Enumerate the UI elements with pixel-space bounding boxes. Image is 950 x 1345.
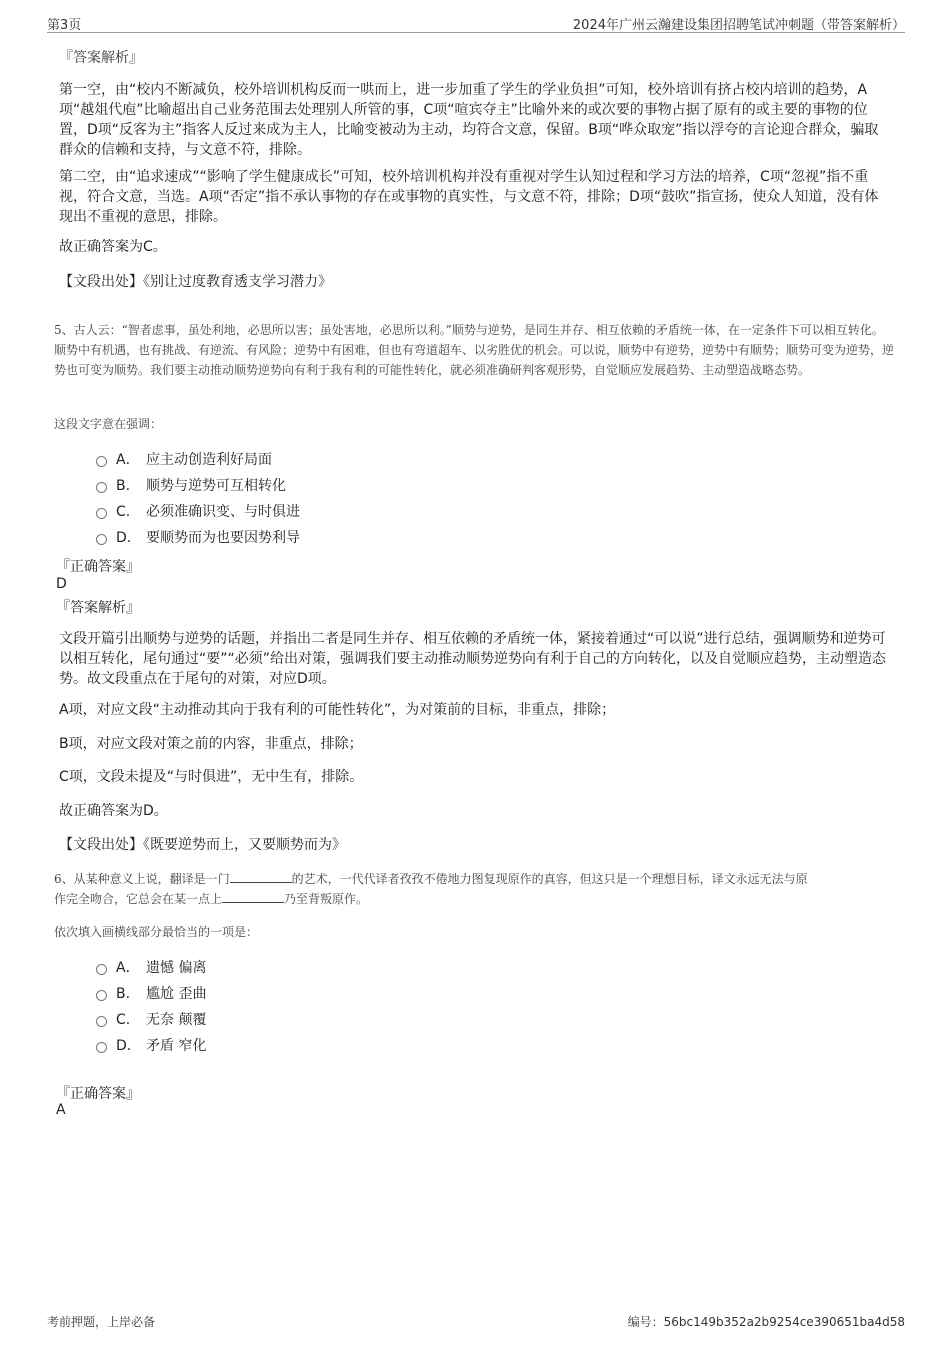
q5-analysis-b: B项，对应文段对策之前的内容，非重点，排除； [59, 736, 363, 752]
q6-option-a[interactable]: A． 遗憾 偏离 [96, 958, 206, 978]
fill-blank-2 [222, 890, 284, 903]
q6-option-b[interactable]: B. 尴尬 歪曲 [96, 984, 206, 1004]
q5-answer-label: 『正确答案』 [56, 559, 140, 575]
radio-icon[interactable] [96, 482, 107, 493]
q5-analysis-c: C项，文段未提及“与时俱进”，无中生有，排除。 [59, 769, 364, 785]
q4-source: 【文段出处】《别让过度教育透支学习潜力》 [59, 274, 332, 290]
footer-slogan: 考前押题，上岸必备 [47, 1315, 156, 1329]
q5-option-d[interactable]: D. 要顺势而为也要因势利导 [96, 528, 300, 548]
q5-conclusion: 故正确答案为D。 [59, 803, 168, 819]
q4-analysis-label: 『答案解析』 [59, 50, 143, 66]
radio-icon[interactable] [96, 1042, 107, 1053]
radio-icon[interactable] [96, 964, 107, 975]
q5-answer: D [56, 576, 67, 592]
document-title: 2024年广州云瀚建设集团招聘笔试冲刺题（带答案解析） [572, 18, 905, 33]
q5-analysis-a: A项，对应文段“主动推动其向于我有利的可能性转化”，为对策前的目标，非重点，排除； [59, 702, 616, 718]
radio-icon[interactable] [96, 990, 107, 1001]
q5-analysis-label: 『答案解析』 [56, 600, 140, 616]
q6-prompt: 依次填入画横线部分最恰当的一项是： [54, 925, 259, 939]
q6-question-text: 6、从某种意义上说，翻译是一门 的艺术，一代代译者孜孜不倦地力图复现原作的真容，但这只是一个理想目标，译文永远无法与原 作完全吻合，它总会在某一点上 乃至背叛原作。 [54, 872, 808, 906]
q5-option-a[interactable]: A． 应主动创造利好局面 [96, 450, 272, 470]
document-id: 编号：56bc149b352a2b9254ce390651ba4d58 [627, 1315, 905, 1329]
fill-blank-1 [230, 870, 292, 883]
radio-icon[interactable] [96, 534, 107, 545]
q6-answer: A [56, 1102, 66, 1118]
q6-option-d[interactable]: D. 矛盾 窄化 [96, 1036, 206, 1056]
q4-analysis-paragraph-1: 第一空，由“校内不断减负，校外培训机构反而一哄而上，进一步加重了学生的学业负担”可知，校外培训有挤占校内培训的趋势，A项“越俎代庖”比喻超出自己业务范围去处理别人所管的事，C项“喧宾夺主”比喻外来的或次要的事物占据了原有的或主要的事物的位置，D项“反客为主”指客人反过来成为主人，比喻变被动为主动，均符合文意，保留。B项“哗众取宠”指以浮夸的言论迎合群众，骗取群众的信赖和支持，与文意不符，排除。 [59, 82, 879, 158]
q5-source: 【文段出处】《既要逆势而上，又要顺势而为》 [59, 837, 346, 853]
radio-icon[interactable] [96, 456, 107, 467]
q4-analysis-paragraph-2: 第二空，由“追求速成”“影响了学生健康成长”可知，校外培训机构并没有重视对学生认知过程和学习方法的培养，C项“忽视”指不重视，符合文意，当选。A项“否定”指不承认事物的存在或事物的真实性，与文意不符，排除；D项“鼓吹”指宣扬，使众人知道，没有体现出不重视的意思，排除。 [59, 169, 879, 225]
q6-option-c[interactable]: C. 无奈 颠覆 [96, 1010, 206, 1030]
q6-answer-label: 『正确答案』 [56, 1086, 140, 1102]
radio-icon[interactable] [96, 1016, 107, 1027]
q5-question-text: 5、古人云：“智者虑事，虽处利地，必思所以害；虽处害地，必思所以利。”顺势与逆势，是同生并存、相互依赖的矛盾统一体，在一定条件下可以相互转化。顺势中有机遇，也有挑战、有逆流、有风险；逆势中有困难，但也有弯道超车、以劣胜优的机会。可以说，顺势中有逆势，逆势中有顺势；顺势可变为逆势，逆势也可变为顺势。我们要主动推动顺势逆势向有利于我有利的可能性转化，就必须准确研判客观形势，自觉顺应发展趋势、主动塑造战略态势。 [54, 323, 895, 377]
q5-analysis: 文段开篇引出顺势与逆势的话题，并指出二者是同生并存、相互依赖的矛盾统一体，紧接着通过“可以说”进行总结，强调顺势和逆势可以相互转化，尾句通过“要”“必须”给出对策，强调我们要主动推动顺势逆势向有利于自己的方向转化，以及自觉顺应趋势，主动塑造态势。故文段重点在于尾句的对策，对应D项。 [59, 631, 887, 687]
q5-option-b[interactable]: B. 顺势与逆势可互相转化 [96, 476, 286, 496]
radio-icon[interactable] [96, 508, 107, 519]
page-header [47, 14, 905, 33]
q5-option-c[interactable]: C. 必须准确识变、与时俱进 [96, 502, 300, 522]
q4-conclusion: 故正确答案为C。 [59, 239, 167, 255]
page-number: 第3页 [47, 18, 82, 33]
q5-prompt: 这段文字意在强调： [54, 417, 163, 431]
